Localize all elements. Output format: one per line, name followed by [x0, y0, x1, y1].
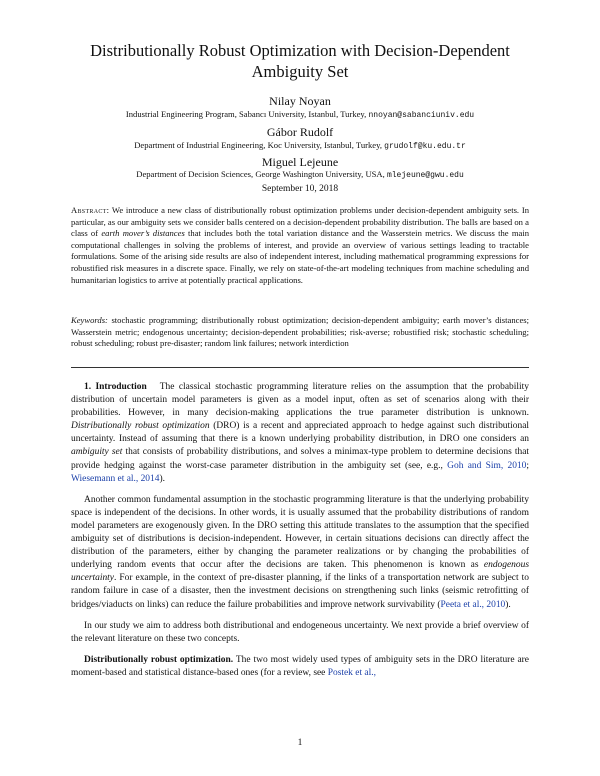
abstract-label: Abstract:	[71, 205, 110, 215]
author-affiliation: Department of Industrial Engineering, Koc University, Istanbul, Turkey, grudolf@ku.edu.tr	[134, 140, 466, 151]
author-affiliation: Industrial Engineering Program, Sabancı University, Istanbul, Turkey, nnoyan@sabanciuniv.edu	[125, 109, 475, 120]
keywords-label: Keywords:	[71, 315, 108, 325]
author-name: Nilay Noyan	[269, 94, 331, 108]
citation-link[interactable]: Peeta et al., 2010	[440, 599, 506, 610]
section-divider	[71, 367, 529, 368]
introduction-section	[71, 381, 529, 688]
abstract: Abstract: We introduce a new class of distributionally robust optimization problems under decision-dependent ambiguity sets. In particular, as our ambiguity sets we consider balls centered on a decision-dependent probability distribution. The balls are based on a class of earth mover’s distances that includes both the total variation distance and the Wasserstein metrics. We discuss the main computational challenges in solving the problems of interest, and provide an overview of various settings leading to tractable formulations. Some of the arising side results are also of independent interest, including mathematical programming expressions for robustified risk measures in a discrete space. Finally, we rely on state-of-the-art modeling techniques from machine scheduling and humanitarian logistics to arrive at potentially practical applications.	[71, 205, 530, 285]
author-email: nnoyan@sabanciuniv.edu	[368, 111, 475, 120]
paragraph: In our study we aim to address both distributional and endogeneous uncertainty. We next provide a brief overview of the relevant literature on these two concepts.	[71, 620, 529, 644]
author-name: Miguel Lejeune	[261, 155, 339, 169]
paragraph: Distributionally robust optimization. The two most widely used types of ambiguity sets in the DRO literature are moment-based and statistical distance-based ones (for a review, see Postek et al.,	[71, 654, 529, 678]
author-affiliation: Department of Decision Sciences, George Washington University, USA, mlejeune@gwu.edu	[136, 169, 464, 180]
author-email: grudolf@ku.edu.tr	[384, 142, 466, 151]
paper-date: September 10, 2018	[261, 184, 339, 194]
paragraph-heading: Distributionally robust optimization.	[84, 654, 234, 665]
author-name: Gábor Rudolf	[266, 125, 334, 139]
citation-link[interactable]: Wiesemann et al., 2014	[71, 473, 160, 484]
paper-title: Distributionally Robust Optimization with Decision-Dependent Ambiguity Set	[90, 41, 510, 81]
keywords: Keywords: stochastic programming; distributionally robust optimization; decision-dependent ambiguity; earth mover’s distances; Wasserstein metric; endogenous uncertainty; decision-dependent probabilities; risk-averse; robustified risk; stochastic scheduling; robust scheduling; robust pre-disaster; random link failures; network interdiction	[71, 315, 529, 349]
citation-link[interactable]: Postek et al.,	[327, 667, 376, 678]
author-email: mlejeune@gwu.edu	[386, 171, 464, 180]
paragraph: Another common fundamental assumption in the stochastic programming literature is that the underlying probability space is independent of the decisions. In other words, it is usually assumed that the probability distributions of random model parameters are exogenously given. In the DRO setting this attitude translates to the assumption that the specified ambiguity set of distributions is decision-independent. However, in certain situations decisions can directly affect the distribution of the parameters, either by changing the parameter realizations or by changing the probabilities of underlying random events that occur after the decisions are taken. This phenomenon is known as endogenous uncertainty. For example, in the context of pre-disaster planning, if the links of a transportation network are subject to random failure in case of a disaster, then the investment decisions on strengthening such links (seismic retrofitting of bridges/viaducts on links) can reduce the failure probabilities and improve network survivability (Peeta et al., 2010).	[71, 494, 529, 610]
section-heading: 1. Introduction	[84, 382, 147, 392]
citation-link[interactable]: Goh and Sim, 2010	[447, 460, 527, 471]
page-number: 1	[297, 738, 303, 748]
paragraph: 1. Introduction The classical stochastic programming literature relies on the assumption that the probability distribution of uncertain model parameters is given as a model input, often as set of scenarios along with their probabilities. However, in many decision-making applications the true parameter distribution is unknown. Distributionally robust optimization (DRO) is a recent and appreciated approach to hedge against such distributional uncertainty. Instead of assuming that there is a known underlying probability distribution, in DRO one considers an ambiguity set that consists of probability distributions, and solves a minimax-type problem to determine decisions that provide hedging against the worst-case parameter distribution in the ambiguity set (see, e.g., Goh and Sim, 2010; Wiesemann et al., 2014).	[71, 382, 530, 484]
